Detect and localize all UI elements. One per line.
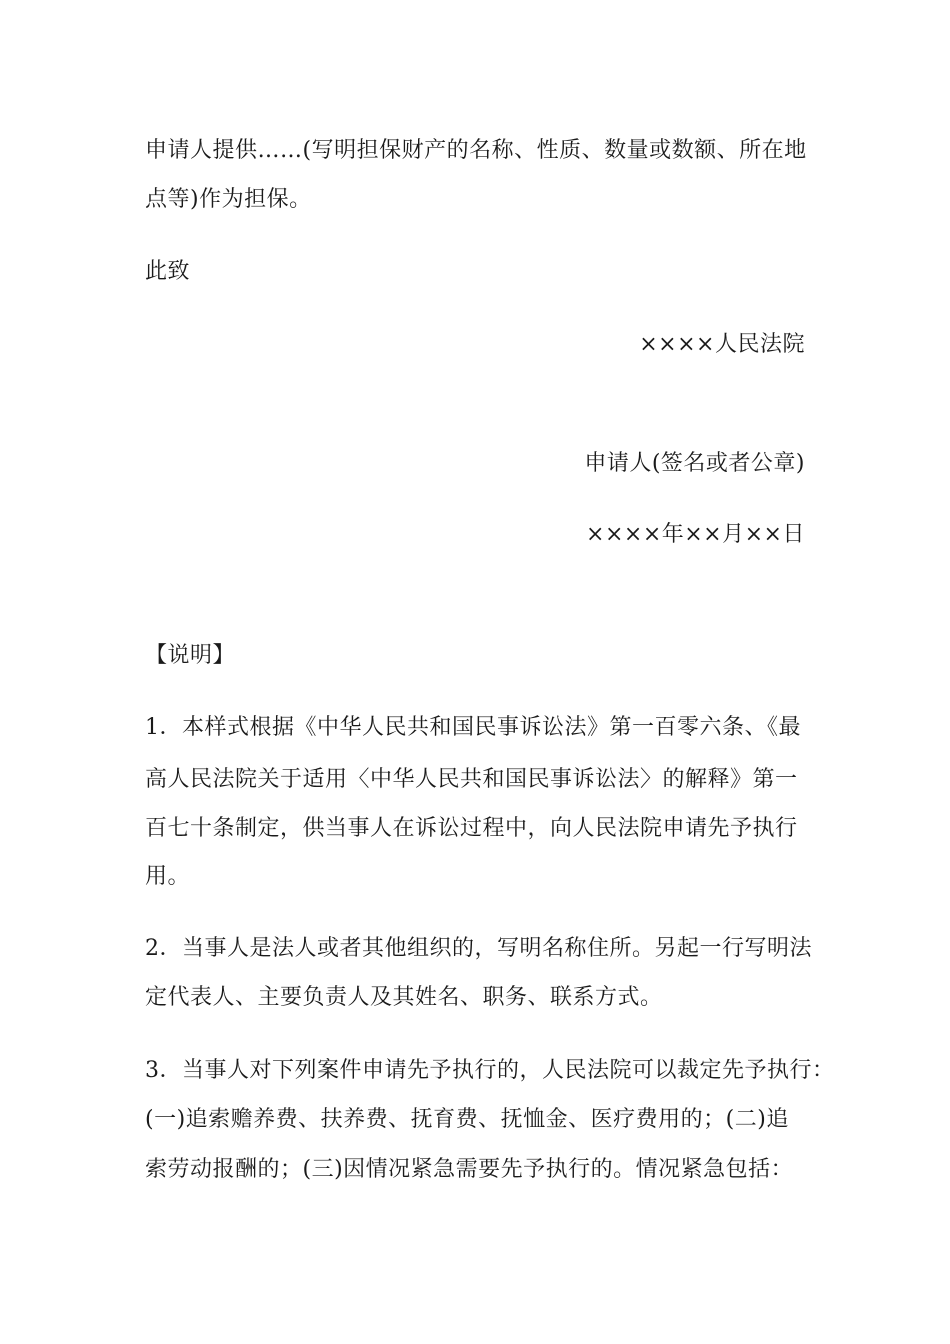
date-line: ××××年××月××日 (586, 522, 805, 547)
signature-line: 申请人(签名或者公章) (584, 451, 805, 476)
salutation: 此致 (145, 259, 191, 284)
note-3-line-2: (一)追索赡养费、扶养费、抚育费、抚恤金、医疗费用的；(二)追 (145, 1107, 789, 1132)
note-1-line-4: 用。 (145, 864, 191, 889)
guarantee-line-2: 点等)作为担保。 (145, 187, 312, 212)
court-name: ××××人民法院 (639, 332, 805, 357)
note-2-line-1: 2．当事人是法人或者其他组织的，写明名称住所。另起一行写明法 (145, 936, 812, 961)
note-1-line-3: 百七十条制定，供当事人在诉讼过程中，向人民法院申请先予执行 (145, 816, 798, 841)
note-3-line-3: 索劳动报酬的；(三)因情况紧急需要先予执行的。情况紧急包括： (145, 1157, 794, 1182)
note-1-line-1: 1．本样式根据《中华人民共和国民事诉讼法》第一百零六条、《最 (145, 715, 801, 740)
notes-heading: 【说明】 (145, 643, 236, 668)
note-1-line-2: 高人民法院关于适用〈中华人民共和国民事诉讼法〉的解释》第一 (145, 767, 798, 792)
guarantee-line-1: 申请人提供……(写明担保财产的名称、性质、数量或数额、所在地 (145, 138, 807, 163)
note-3-line-1: 3．当事人对下列案件申请先予执行的，人民法院可以裁定先予执行： (145, 1058, 835, 1083)
note-2-line-2: 定代表人、主要负责人及其姓名、职务、联系方式。 (145, 985, 663, 1010)
